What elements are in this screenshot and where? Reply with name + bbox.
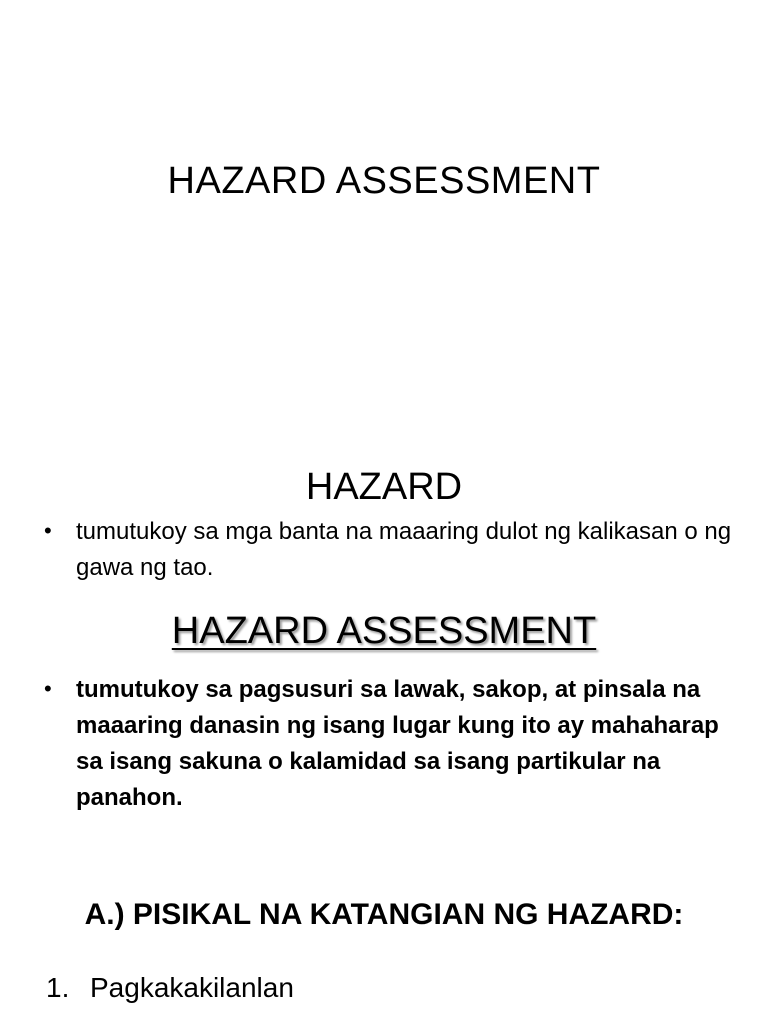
list-item-text: Pagkakakilanlan — [90, 972, 294, 1003]
assessment-heading: HAZARD ASSESSMENT — [171, 610, 597, 652]
slide-title-heading: HAZARD ASSESSMENT — [167, 160, 601, 202]
slide-title — [0, 0, 768, 450]
hazard-heading: HAZARD — [305, 466, 463, 508]
slide-definitions — [0, 450, 768, 1024]
section-heading: A.) PISIKAL NA KATANGIAN NG HAZARD: — [84, 898, 684, 931]
assessment-definition-item — [44, 672, 734, 816]
list-item-number: 1. — [46, 972, 70, 1003]
bullet-icon: • — [44, 518, 52, 543]
bullet-icon: • — [44, 676, 52, 701]
hazard-definition-item — [44, 514, 734, 586]
assessment-definition-text: tumutukoy sa pagsusuri sa lawak, sakop, at pinsala na maaaring danasin ng isang lugar kung ito ay mahaharap sa isang sakuna o kalamidad sa isang partikular na panahon. — [76, 676, 719, 811]
hazard-definition-text: tumutukoy sa mga banta na maaaring dulot ng kalikasan o ng gawa ng tao. — [76, 518, 732, 581]
list-item — [46, 970, 726, 1006]
